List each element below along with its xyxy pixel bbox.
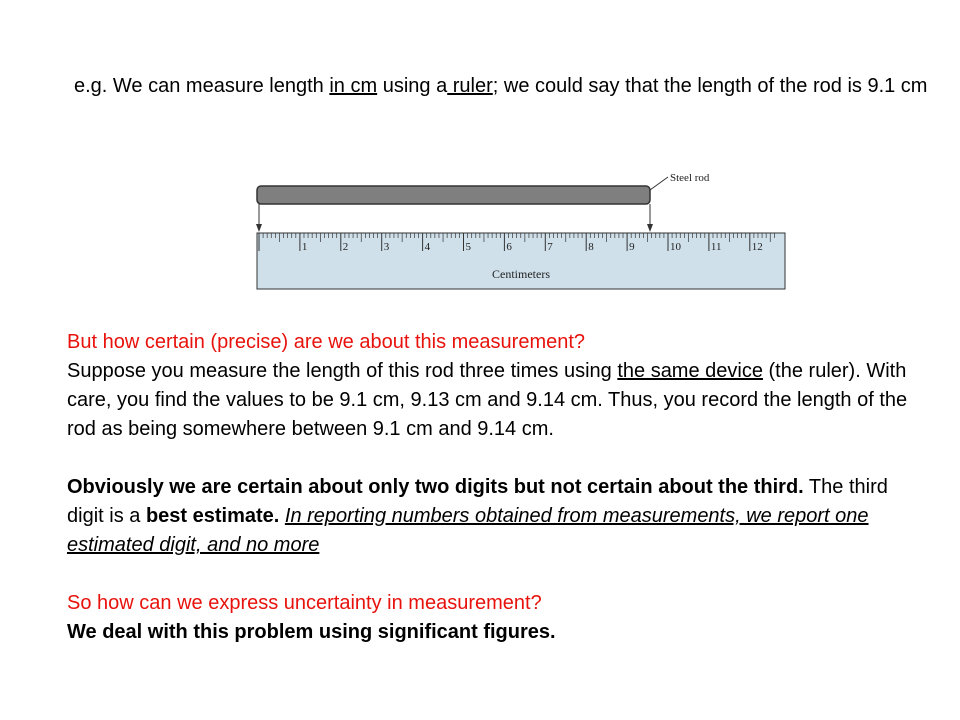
answer-bold: We deal with this problem using significant figures. <box>67 621 556 643</box>
intro-text-3: ; we could say that the length of the rod is 9.1 cm <box>492 75 928 97</box>
measurement-paragraph <box>67 357 927 444</box>
para2-bold: Obviously we are certain about only two digits but not certain about the third. <box>67 476 804 498</box>
para1-text-a: Suppose you measure the length of this rod three times using <box>67 360 618 382</box>
certainty-paragraph <box>67 473 927 560</box>
intro-text-1: e.g. We can measure length <box>74 75 330 97</box>
question2-heading: So how can we express uncertainty in measurement? <box>67 592 542 614</box>
para1-underline: the same device <box>617 360 763 382</box>
spacer <box>67 444 927 473</box>
spacer <box>67 560 927 589</box>
ruler-rod-figure <box>250 160 810 295</box>
answer-line <box>67 618 927 647</box>
para2-bold2: best estimate. <box>145 505 280 527</box>
ruler-caption: Centimeters <box>492 267 550 281</box>
intro-text-2: using a <box>377 75 448 97</box>
rod-label-leader <box>650 177 668 190</box>
ruler-tick-label: 9 <box>629 241 635 253</box>
intro-paragraph <box>74 72 934 101</box>
ruler-tick-label: 1 <box>301 241 308 253</box>
question-heading: But how certain (precise) are we about this measurement? <box>67 331 586 353</box>
ruler-tick-label: 12 <box>751 241 763 253</box>
right-indicator-arrow <box>647 224 653 232</box>
ruler-tick-label: 6 <box>506 241 512 253</box>
para2-mid: The third digit is a <box>67 476 888 527</box>
ruler-tick-label: 8 <box>588 241 594 253</box>
intro-underline-ruler: ruler <box>447 75 493 97</box>
ruler-tick-label: 10 <box>670 241 681 253</box>
ruler-tick-label: 7 <box>547 241 553 253</box>
intro-underline-cm: in cm <box>329 75 378 97</box>
para2-italic: In reporting numbers obtained from measurements, we report one estimated digit, and no more <box>67 505 869 556</box>
body-text <box>67 328 927 647</box>
para1-text-b: (the ruler). With care, you find the values to be 9.1 cm, 9.13 cm and 9.14 cm. Thus, you record the length of the rod as being somewhere between 9.1 cm and 9.14 cm. <box>67 360 908 440</box>
left-indicator-arrow <box>256 224 262 232</box>
ruler-tick-label: 3 <box>383 241 390 253</box>
steel-rod <box>257 186 650 204</box>
ruler-tick-label: 2 <box>342 241 349 253</box>
rod-label: Steel rod <box>670 172 710 184</box>
ruler-tick-label: 11 <box>710 241 722 253</box>
ruler-tick-label: 5 <box>465 241 471 253</box>
ruler-tick-label: 4 <box>424 241 431 253</box>
